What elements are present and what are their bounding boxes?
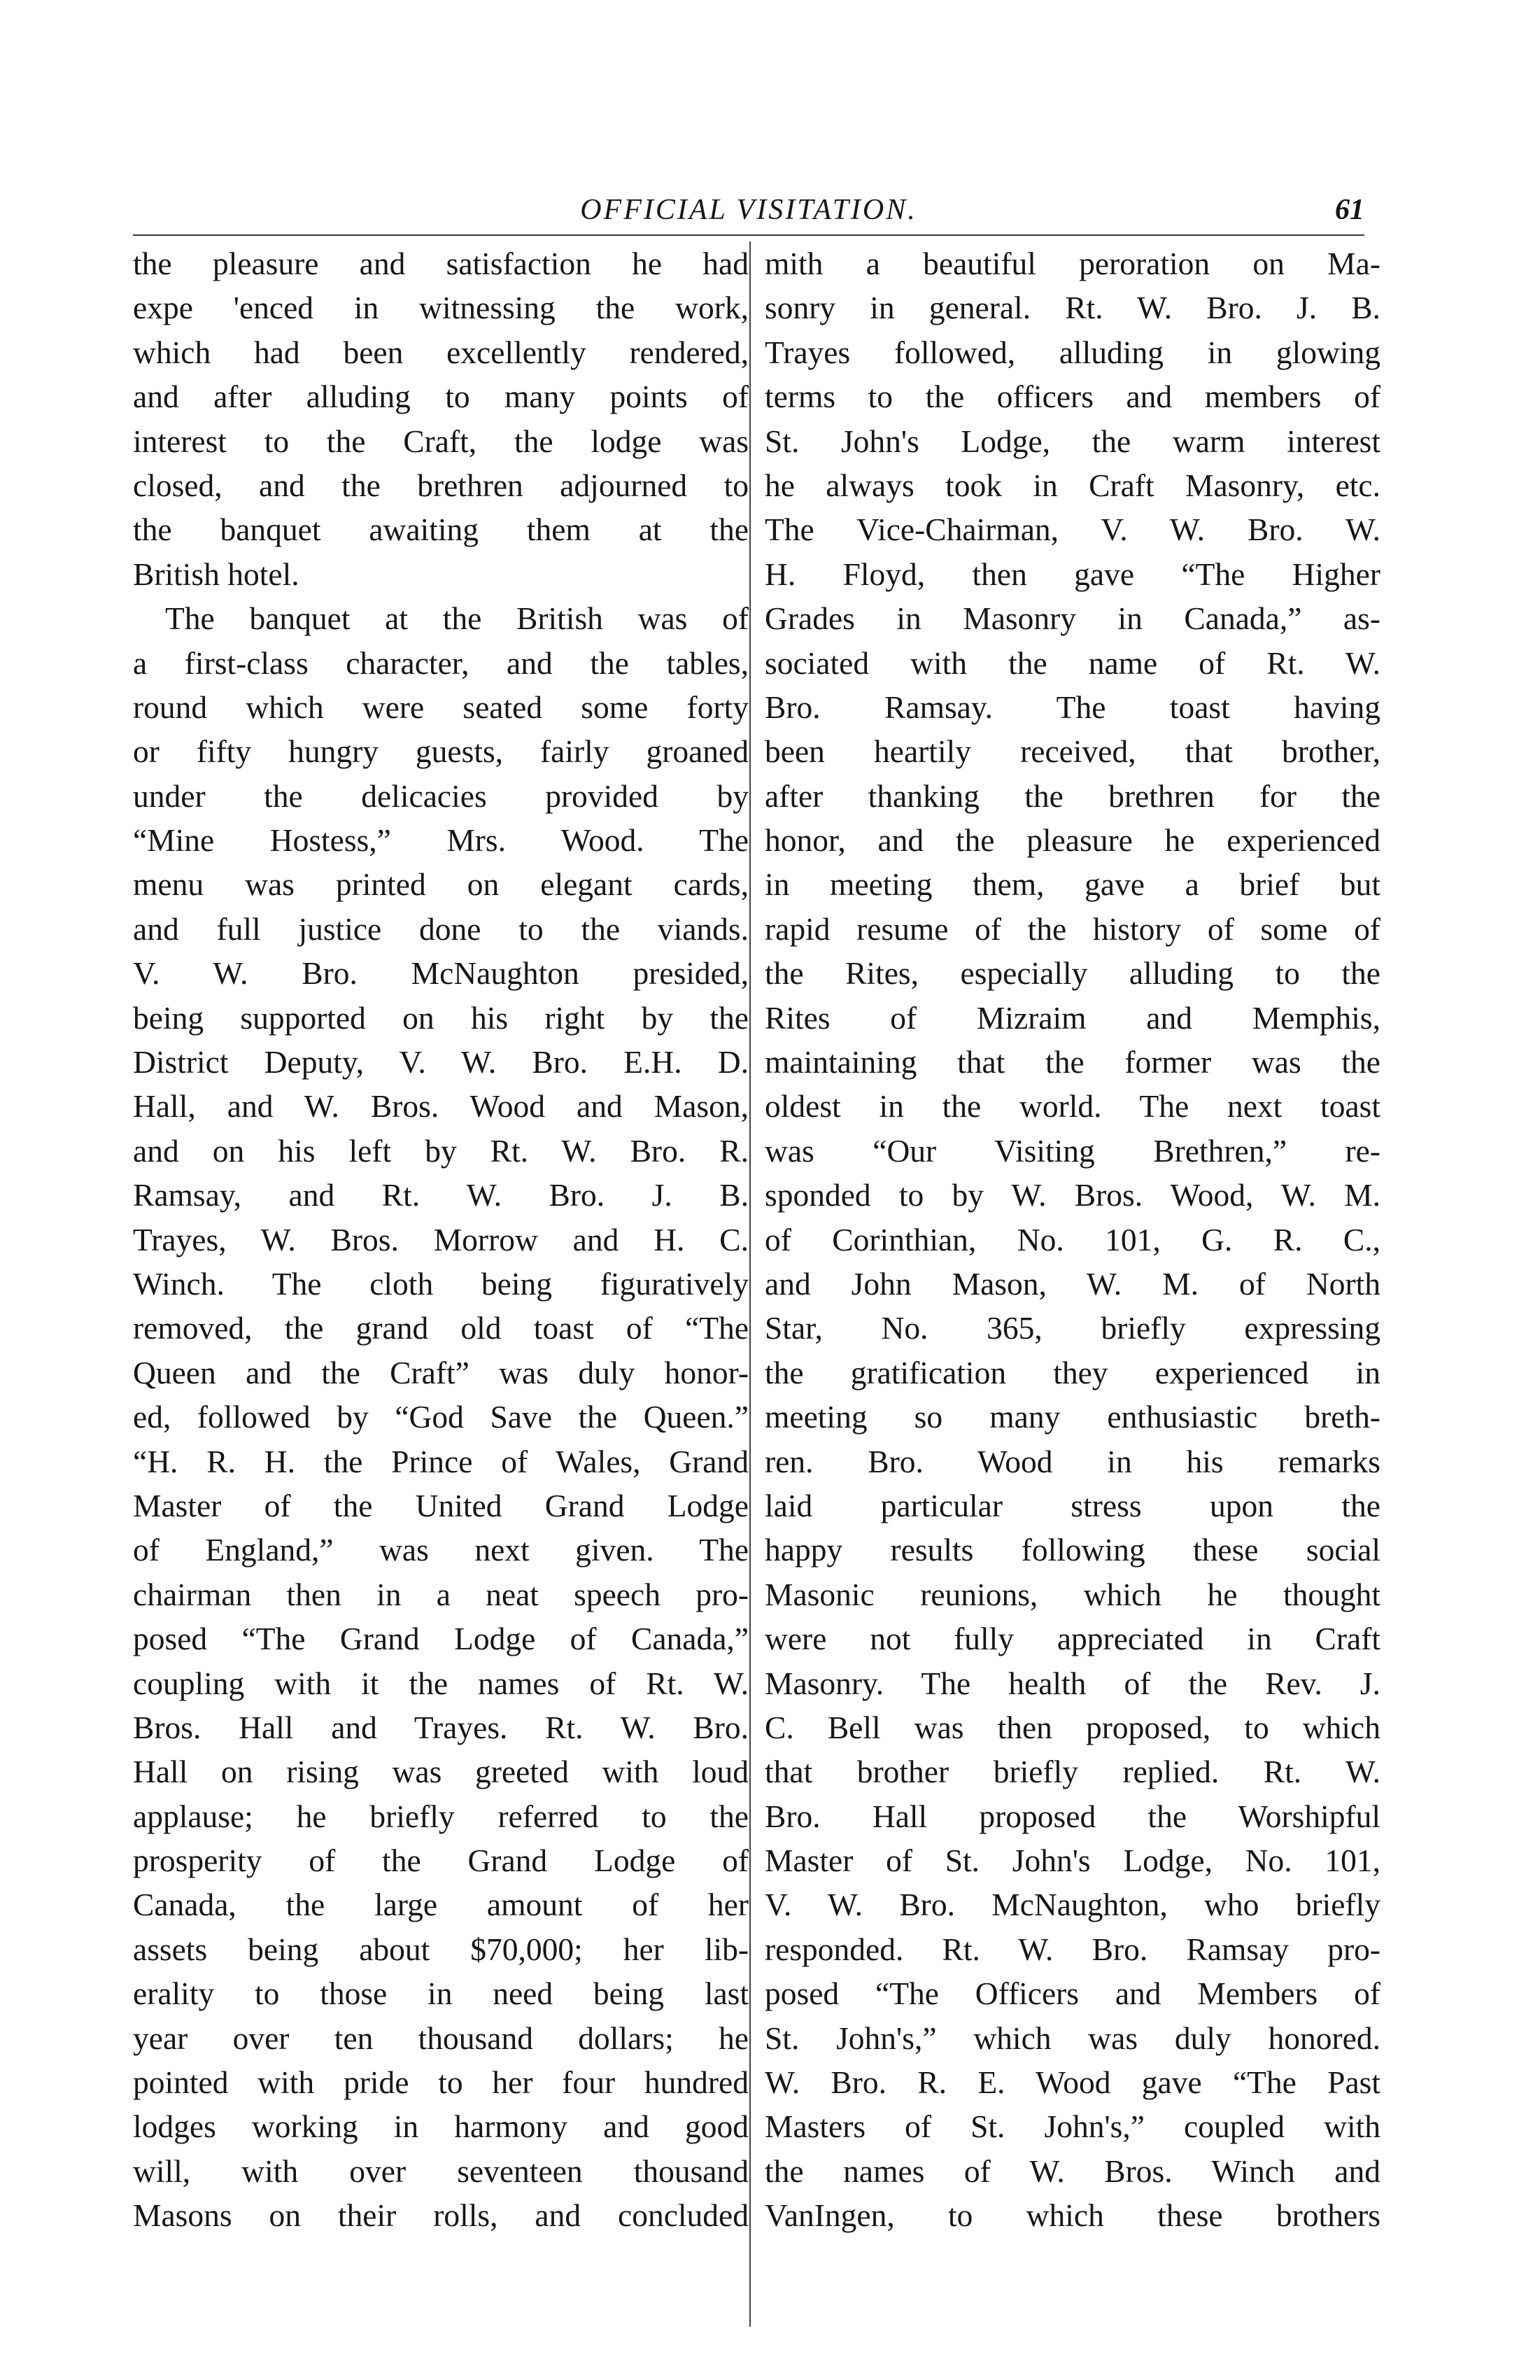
text-line: Trayes, W. Bros. Morrow and H. C. [133, 1221, 749, 1258]
text-line: Master of the United Grand Lodge [133, 1487, 749, 1523]
text-line: C. Bell was then proposed, to which [765, 1709, 1380, 1745]
text-line: the pleasure and satisfaction he had [133, 246, 749, 281]
text-line: posed “The Officers and Members of [765, 1976, 1380, 2012]
text-line: mith a beautiful peroration on Ma- [765, 246, 1380, 281]
text-line: expe 'enced in witnessing the work, [133, 290, 749, 326]
text-line: St. John's,” which was duly honored. [765, 2020, 1380, 2056]
text-line: was “Our Visiting Brethren,” re- [765, 1132, 1380, 1169]
header-rule [133, 234, 1364, 236]
text-line: VanIngen, to which these brothers [765, 2197, 1380, 2234]
text-line: sociated with the name of Rt. W. [765, 645, 1380, 681]
text-line: happy results following these social [765, 1532, 1380, 1568]
text-line: Hall on rising was greeted with loud [133, 1754, 749, 1790]
text-line: Masons on their rolls, and concluded [133, 2197, 749, 2234]
text-line: being supported on his right by the [133, 999, 749, 1036]
text-line: V. W. Bro. McNaughton presided, [133, 955, 749, 992]
left-text-column [133, 241, 749, 2238]
text-line: Masters of St. John's,” coupled with [765, 2108, 1380, 2145]
text-line: were not fully appreciated in Craft [765, 1621, 1380, 1657]
text-line: applause; he briefly referred to the [133, 1798, 749, 1834]
text-line: year over ten thousand dollars; he [133, 2020, 749, 2056]
text-line: menu was printed on elegant cards, [133, 866, 749, 903]
text-line: “Mine Hostess,” Mrs. Wood. The [133, 822, 749, 859]
text-line: The banquet at the British was of [165, 600, 749, 637]
column-divider [749, 241, 751, 2327]
text-line: the banquet awaiting them at the [133, 512, 749, 548]
text-line: lodges working in harmony and good [133, 2108, 749, 2145]
text-line: under the delicacies provided by [133, 777, 749, 814]
text-line: Winch. The cloth being figuratively [133, 1265, 749, 1302]
text-line: The Vice-Chairman, V. W. Bro. W. [765, 512, 1380, 548]
text-line: or fifty hungry guests, fairly groaned [133, 733, 749, 770]
text-line: Masonic reunions, which he thought [765, 1576, 1380, 1612]
text-line: will, with over seventeen thousand [133, 2153, 749, 2189]
text-line: Rites of Mizraim and Memphis, [765, 999, 1380, 1036]
text-line: in meeting them, gave a brief but [765, 866, 1380, 903]
text-line: after thanking the brethren for the [765, 777, 1380, 814]
text-line: posed “The Grand Lodge of Canada,” [133, 1621, 749, 1657]
text-line: interest to the Craft, the lodge was [133, 423, 749, 459]
text-line: and John Mason, W. M. of North [765, 1265, 1380, 1302]
text-line: laid particular stress upon the [765, 1487, 1380, 1523]
text-line: erality to those in need being last [133, 1976, 749, 2012]
text-line: and on his left by Rt. W. Bro. R. [133, 1132, 749, 1169]
text-line: that brother briefly replied. Rt. W. [765, 1754, 1380, 1790]
text-line: “H. R. H. the Prince of Wales, Grand [133, 1443, 749, 1479]
text-line: removed, the grand old toast of “The [133, 1310, 749, 1346]
text-line: sonry in general. Rt. W. Bro. J. B. [765, 290, 1380, 326]
text-line: been heartily received, that brother, [765, 733, 1380, 770]
text-line: British hotel. [133, 556, 299, 592]
text-line: meeting so many enthusiastic breth- [765, 1399, 1380, 1435]
text-line: St. John's Lodge, the warm interest [765, 423, 1380, 459]
text-line: Star, No. 365, briefly expressing [765, 1310, 1380, 1346]
text-line: of Corinthian, No. 101, G. R. C., [765, 1221, 1380, 1258]
text-line: terms to the officers and members of [765, 379, 1380, 415]
text-line: prosperity of the Grand Lodge of [133, 1843, 749, 1879]
text-line: Queen and the Craft” was duly honor- [133, 1354, 749, 1390]
text-line: Canada, the large amount of her [133, 1887, 749, 1923]
text-line: W. Bro. R. E. Wood gave “The Past [765, 2064, 1380, 2101]
text-line: sponded to by W. Bros. Wood, W. M. [765, 1177, 1380, 1213]
text-line: the names of W. Bros. Winch and [765, 2153, 1380, 2189]
text-line: responded. Rt. W. Bro. Ramsay pro- [765, 1931, 1380, 1967]
text-line: closed, and the brethren adjourned to [133, 467, 749, 503]
text-line: pointed with pride to her four hundred [133, 2064, 749, 2101]
text-line: which had been excellently rendered, [133, 334, 749, 370]
text-line: and full justice done to the viands. [133, 910, 749, 947]
text-line: the gratification they experienced in [765, 1354, 1380, 1390]
right-text-column [765, 241, 1380, 2238]
text-line: the Rites, especially alluding to the [765, 955, 1380, 992]
text-line: honor, and the pleasure he experienced [765, 822, 1380, 859]
text-line: Hall, and W. Bros. Wood and Mason, [133, 1088, 749, 1125]
text-line: Masonry. The health of the Rev. J. [765, 1665, 1380, 1701]
text-line: ren. Bro. Wood in his remarks [765, 1443, 1380, 1479]
text-line: maintaining that the former was the [765, 1044, 1380, 1080]
text-line: H. Floyd, then gave “The Higher [765, 556, 1380, 592]
text-line: Bros. Hall and Trayes. Rt. W. Bro. [133, 1709, 749, 1745]
text-line: V. W. Bro. McNaughton, who briefly [765, 1887, 1380, 1923]
text-line: assets being about $70,000; her lib- [133, 1931, 749, 1967]
text-line: Master of St. John's Lodge, No. 101, [765, 1843, 1380, 1879]
text-line: Ramsay, and Rt. W. Bro. J. B. [133, 1177, 749, 1213]
running-title: OFFICIAL VISITATION. [580, 194, 917, 226]
text-line: of England,” was next given. The [133, 1532, 749, 1568]
text-line: round which were seated some forty [133, 689, 749, 725]
text-line: Grades in Masonry in Canada,” as- [765, 600, 1380, 637]
text-line: Trayes followed, alluding in glowing [765, 334, 1380, 370]
text-line: ed, followed by “God Save the Queen.” [133, 1399, 749, 1435]
running-head [133, 189, 1364, 231]
text-line: a first-class character, and the tables, [133, 645, 749, 681]
text-line: coupling with it the names of Rt. W. [133, 1665, 749, 1701]
text-line: he always took in Craft Masonry, etc. [765, 467, 1380, 503]
text-line: District Deputy, V. W. Bro. E.H. D. [133, 1044, 749, 1080]
text-line: chairman then in a neat speech pro- [133, 1576, 749, 1612]
page-number: 61 [1335, 194, 1364, 226]
text-line: Bro. Ramsay. The toast having [765, 689, 1380, 725]
text-line: Bro. Hall proposed the Worshipful [765, 1798, 1380, 1834]
text-line: oldest in the world. The next toast [765, 1088, 1380, 1125]
text-line: and after alluding to many points of [133, 379, 749, 415]
text-line: rapid resume of the history of some of [765, 910, 1380, 947]
